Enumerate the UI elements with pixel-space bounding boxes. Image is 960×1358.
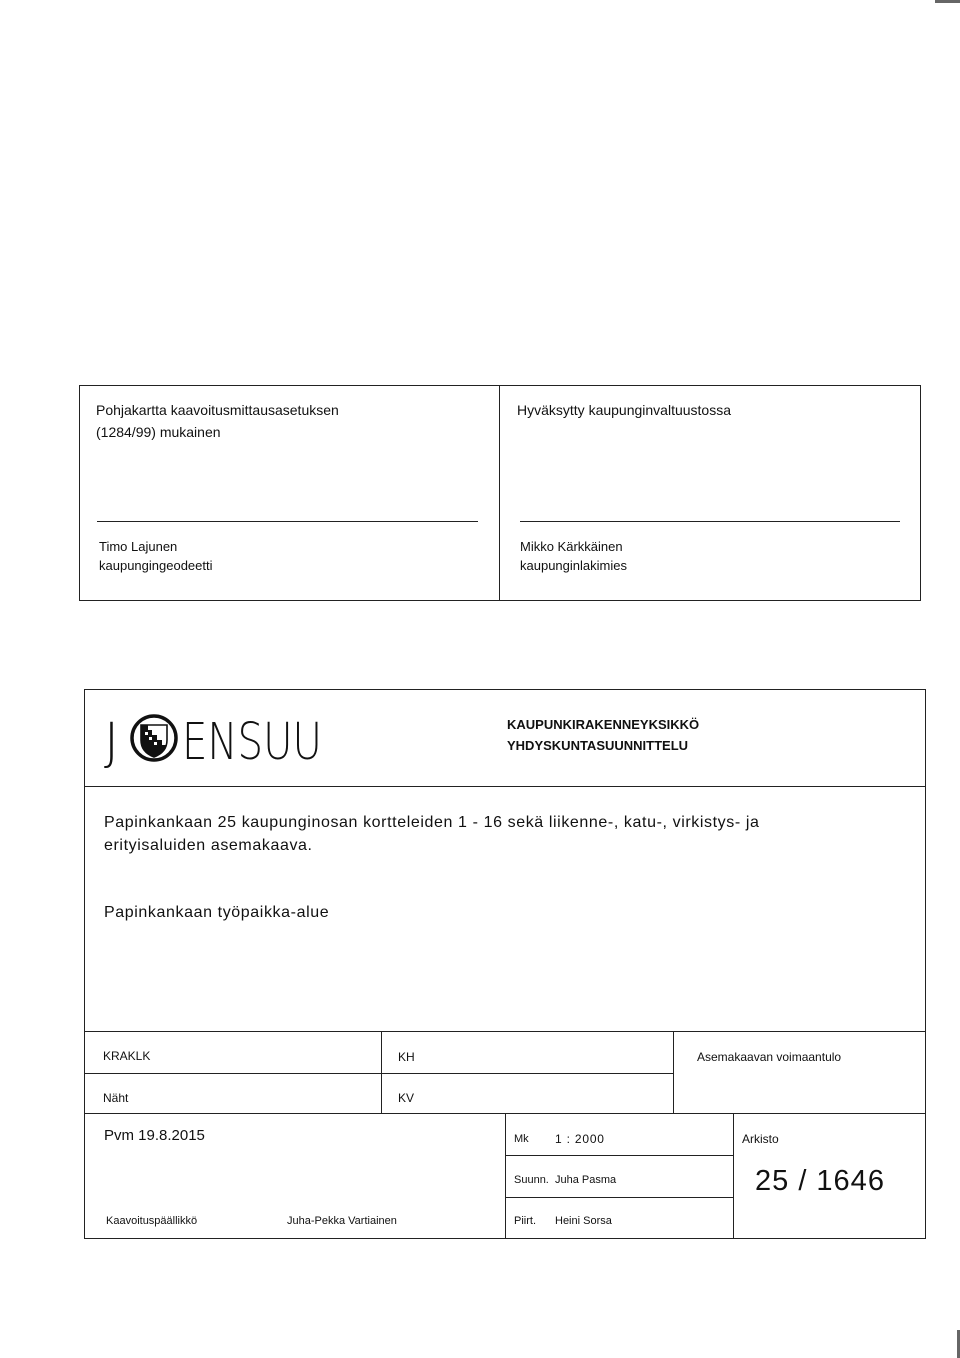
plan-description-line1: Papinkankaan 25 kaupunginosan kortteleiden 1 - 16 sekä liikenne-, katu-, virkistys- ja [104,814,760,831]
logo-row-bottom-line [84,786,926,787]
department-section: YHDYSKUNTASUUNNITTELU [507,738,689,753]
scale-value: 1 : 2000 [555,1132,605,1146]
joensuu-logo-svg [104,709,324,772]
designer-label: Suunn. [514,1174,549,1186]
department-unit: KAUPUNKIRAKENNEYKSIKKÖ [507,717,700,732]
left-signer-title: kaupungingeodeetti [99,558,213,573]
signature-line-right [520,521,900,522]
info-line-mk [505,1155,734,1156]
signature-line-left [97,521,478,522]
joensuu-logo [104,709,324,772]
scale-label: Mk [514,1133,529,1145]
planning-chief-label: Kaavoituspäällikkö [106,1215,198,1227]
voimaantulo-label: Asemakaavan voimaantulo [697,1050,842,1064]
logo-letter-j: J [104,713,120,772]
left-signer-name: Timo Lajunen [99,539,178,554]
plan-name: Papinkankaan työpaikka-alue [104,904,330,921]
info-divider-1 [505,1113,506,1239]
kv-label: KV [398,1091,415,1105]
info-line-suunn [505,1197,734,1198]
naht-label: Näht [103,1091,129,1105]
kraklk-label: KRAKLK [103,1049,151,1063]
logo-letters-ensuu: ENSUU [182,713,322,772]
corner-mark-top-right [935,0,960,3]
archive-label: Arkisto [742,1132,779,1146]
drafter-name: Heini Sorsa [555,1215,612,1227]
info-divider-2 [733,1113,734,1239]
right-signer-title: kaupunginlakimies [520,558,627,573]
coat-of-arms-icon [132,716,176,760]
approved-by-council: Hyväksytty kaupunginvaltuustossa [517,402,731,418]
planning-chief-name: Juha-Pekka Vartiainen [287,1215,397,1227]
archive-number: 25 / 1646 [755,1165,885,1197]
right-signer-name: Mikko Kärkkäinen [520,539,623,554]
drafter-label: Piirt. [514,1215,536,1227]
basemap-note-line1: Pohjakartta kaavoitusmittausasetuksen [96,402,339,418]
date-field: Pvm 19.8.2015 [104,1127,205,1144]
designer-name: Juha Pasma [555,1174,617,1186]
basemap-note-line2: (1284/99) mukainen [96,424,221,440]
kh-label: KH [398,1050,415,1064]
grid-middle-line [84,1073,674,1074]
grid-top-line [84,1031,926,1032]
approval-divider [499,385,500,601]
plan-description-line2: erityisaluiden asemakaava. [104,837,313,854]
